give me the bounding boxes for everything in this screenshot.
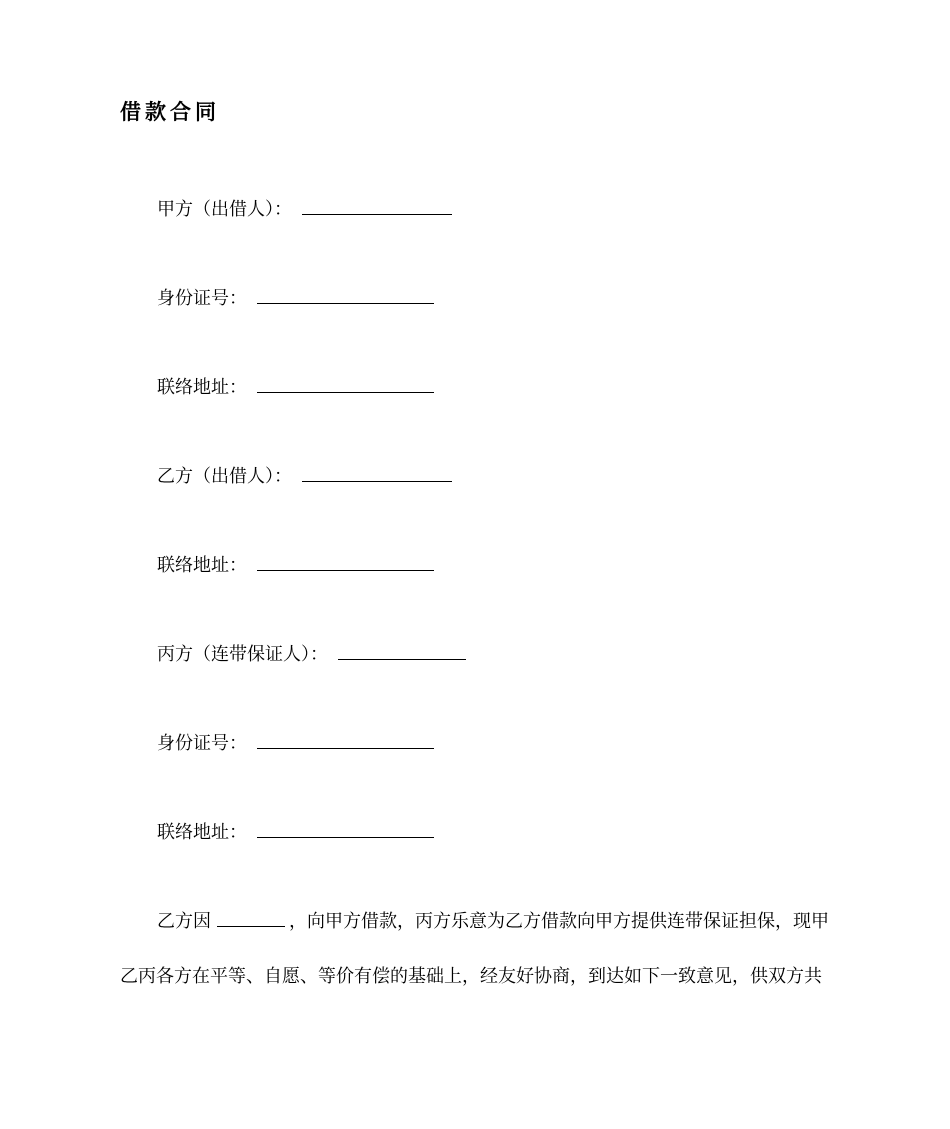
- fill-in-blank: [257, 730, 434, 749]
- field-party-a-address: [157, 373, 434, 399]
- field-party-c-id-number: [157, 729, 434, 755]
- field-label: 联络地址：: [157, 555, 247, 576]
- paragraph-line-1: [157, 907, 829, 933]
- paragraph-line-2: [120, 962, 822, 988]
- fill-in-blank: [257, 552, 434, 571]
- field-label: 甲方（出借人）：: [157, 199, 292, 220]
- field-label: 丙方（连带保证人）：: [157, 644, 328, 665]
- fill-in-blank: [257, 819, 434, 838]
- field-party-c-guarantor: [157, 640, 466, 666]
- fill-in-blank: [217, 908, 285, 927]
- fill-in-blank: [302, 463, 452, 482]
- field-party-a-id-number: [157, 284, 434, 310]
- field-party-b: [157, 462, 452, 488]
- fill-in-blank: [257, 285, 434, 304]
- fill-in-blank: [338, 641, 466, 660]
- field-label: 联络地址：: [157, 377, 247, 398]
- field-party-a-lender: [157, 195, 452, 221]
- fill-in-blank: [257, 374, 434, 393]
- paragraph-text: ，向甲方借款，丙方乐意为乙方借款向甲方提供连带保证担保，现甲: [289, 911, 829, 932]
- document-title: 借款合同: [120, 100, 220, 124]
- field-label: 身份证号：: [157, 288, 247, 309]
- field-party-c-address: [157, 818, 434, 844]
- field-label: 联络地址：: [157, 822, 247, 843]
- field-party-b-address: [157, 551, 434, 577]
- paragraph-text: 乙丙各方在平等、自愿、等价有偿的基础上，经友好协商，到达如下一致意见，供双方共: [120, 966, 822, 987]
- paragraph-text: 乙方因: [157, 911, 211, 932]
- field-label: 乙方（出借人）：: [157, 466, 292, 487]
- field-label: 身份证号：: [157, 733, 247, 754]
- fill-in-blank: [302, 196, 452, 215]
